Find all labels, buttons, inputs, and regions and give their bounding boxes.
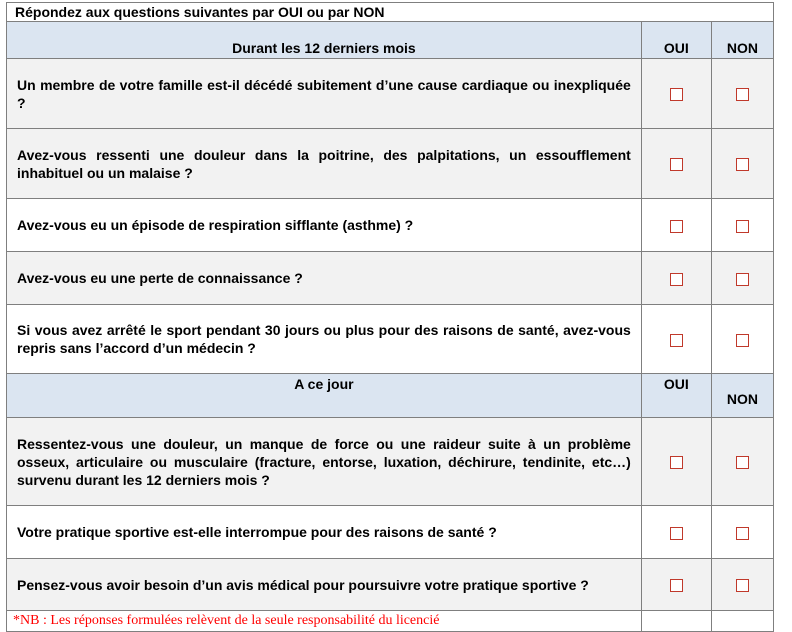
non-checkbox[interactable] bbox=[736, 334, 749, 347]
question-row bbox=[7, 199, 774, 252]
footnote-row bbox=[7, 611, 774, 632]
question-text: Si vous avez arrêté le sport pendant 30 jours ou plus pour des raisons de santé, avez-vous repris sans l’accord d’un médecin ? bbox=[7, 305, 642, 374]
non-checkbox[interactable] bbox=[736, 220, 749, 233]
question-text: Avez-vous ressenti une douleur dans la poitrine, des palpitations, un essoufflement inhabituel ou un malaise ? bbox=[7, 129, 642, 199]
question-row bbox=[7, 418, 774, 506]
question-text: Ressentez-vous une douleur, un manque de force ou une raideur suite à un problème osseux, articulaire ou musculaire (fracture, entorse, luxation, déchirure, tendinite, etc…) survenu durant les 12 derniers mois ? bbox=[7, 418, 642, 506]
non-header: NON bbox=[711, 374, 773, 418]
form-title: Répondez aux questions suivantes par OUI ou par NON bbox=[7, 3, 774, 22]
question-row bbox=[7, 59, 774, 129]
title-row bbox=[7, 3, 774, 22]
oui-checkbox[interactable] bbox=[670, 334, 683, 347]
question-text: Avez-vous eu une perte de connaissance ? bbox=[7, 252, 642, 305]
oui-checkbox[interactable] bbox=[670, 88, 683, 101]
question-row bbox=[7, 129, 774, 199]
question-text: Un membre de votre famille est-il décédé subitement d’une cause cardiaque ou inexpliquée ? bbox=[7, 59, 642, 129]
question-row bbox=[7, 559, 774, 611]
questionnaire-table bbox=[6, 2, 774, 632]
question-text: Votre pratique sportive est-elle interrompue pour des raisons de santé ? bbox=[7, 506, 642, 559]
non-checkbox[interactable] bbox=[736, 527, 749, 540]
non-header: NON bbox=[711, 22, 773, 59]
footnote-text: *NB : Les réponses formulées relèvent de la seule responsabilité du licencié bbox=[7, 611, 642, 632]
non-checkbox[interactable] bbox=[736, 273, 749, 286]
oui-checkbox[interactable] bbox=[670, 158, 683, 171]
oui-checkbox[interactable] bbox=[670, 273, 683, 286]
question-text: Pensez-vous avoir besoin d’un avis médical pour poursuivre votre pratique sportive ? bbox=[7, 559, 642, 611]
non-checkbox[interactable] bbox=[736, 579, 749, 592]
question-row bbox=[7, 305, 774, 374]
oui-header: OUI bbox=[641, 22, 711, 59]
section-label: A ce jour bbox=[7, 374, 642, 418]
oui-checkbox[interactable] bbox=[670, 527, 683, 540]
oui-header: OUI bbox=[641, 374, 711, 418]
section-header-today bbox=[7, 374, 774, 418]
question-text: Avez-vous eu un épisode de respiration sifflante (asthme) ? bbox=[7, 199, 642, 252]
section-header-12-months bbox=[7, 22, 774, 59]
oui-checkbox[interactable] bbox=[670, 456, 683, 469]
question-row bbox=[7, 252, 774, 305]
non-checkbox[interactable] bbox=[736, 456, 749, 469]
non-checkbox[interactable] bbox=[736, 88, 749, 101]
question-row bbox=[7, 506, 774, 559]
oui-checkbox[interactable] bbox=[670, 579, 683, 592]
non-checkbox[interactable] bbox=[736, 158, 749, 171]
section-label: Durant les 12 derniers mois bbox=[7, 22, 642, 59]
oui-checkbox[interactable] bbox=[670, 220, 683, 233]
